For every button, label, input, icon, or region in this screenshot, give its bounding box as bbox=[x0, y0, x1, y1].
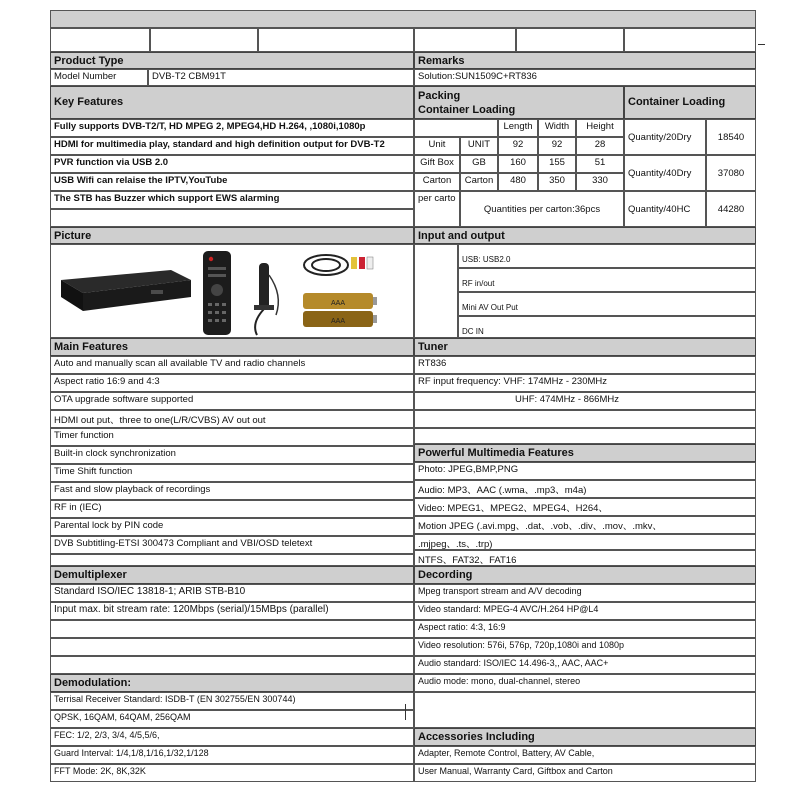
per-carton-label: per carto bbox=[414, 191, 460, 227]
container-qty-label: Quantity/40Dry bbox=[624, 155, 706, 191]
container-qty-label: Quantity/20Dry bbox=[624, 119, 706, 155]
packing-row-name: Unit bbox=[414, 137, 460, 155]
key-feature-item: HDMI for multimedia play, standard and high definition output for DVB-T2 bbox=[50, 137, 414, 155]
accessories-header: Accessories Including bbox=[414, 728, 756, 746]
blank-cell bbox=[50, 638, 414, 656]
cursor-mark bbox=[405, 704, 406, 720]
edge-dash bbox=[758, 44, 765, 45]
key-feature-item: PVR function via USB 2.0 bbox=[50, 155, 414, 173]
remote-control-image bbox=[203, 251, 231, 335]
packing-width: 92 bbox=[538, 137, 576, 155]
main-feature-item: DVB Subtitling-ETSI 300473 Compliant and VBI/OSD teletext bbox=[50, 536, 414, 554]
battery-image bbox=[303, 293, 377, 327]
multimedia-item: NTFS、FAT32、FAT16 bbox=[414, 550, 756, 566]
packing-height: 51 bbox=[576, 155, 624, 173]
tuner-item: RT836 bbox=[414, 356, 756, 374]
packing-length: 160 bbox=[498, 155, 538, 173]
packing-length: 92 bbox=[498, 137, 538, 155]
decoding-item: Aspect ratio: 4:3, 16:9 bbox=[414, 620, 756, 638]
packing-length: 480 bbox=[498, 173, 538, 191]
antenna-image bbox=[254, 263, 278, 335]
packing-label: Packing bbox=[418, 90, 461, 102]
main-feature-item: Time Shift function bbox=[50, 464, 414, 482]
multimedia-item: Photo: JPEG,BMP,PNG bbox=[414, 462, 756, 480]
demux-item: Standard ISO/IEC 13818-1; ARIB STB-B10 bbox=[50, 584, 414, 602]
demod-item: FEC: 1/2, 2/3, 3/4, 4/5,5/6, bbox=[50, 728, 414, 746]
demod-item: Guard Interval: 1/4,1/8,1/16,1/32,1/128 bbox=[50, 746, 414, 764]
main-feature-item: OTA upgrade software supported bbox=[50, 392, 414, 410]
packing-row-code: GB bbox=[460, 155, 498, 173]
io-item: RF in/out bbox=[458, 268, 756, 292]
product-type-header: Product Type bbox=[50, 52, 414, 69]
decoding-item: Audio standard: ISO/IEC 14.496-3,, AAC, AAC+ bbox=[414, 656, 756, 674]
main-feature-item: Parental lock by PIN code bbox=[50, 518, 414, 536]
set-top-box-image bbox=[61, 270, 191, 311]
demodulation-header: Demodulation: bbox=[50, 674, 414, 692]
blank-cell bbox=[258, 28, 414, 52]
demod-item: QPSK, 16QAM, 64QAM, 256QAM bbox=[50, 710, 414, 728]
io-left-col bbox=[414, 244, 458, 338]
multimedia-item: Video: MPEG1、MPEG2、MPEG4、H264、 bbox=[414, 498, 756, 516]
key-feature-item: Fully supports DVB-T2/T, HD MPEG 2, MPEG4,HD H.264, ,1080i,1080p bbox=[50, 119, 414, 137]
container-qty-value: 18540 bbox=[706, 119, 756, 155]
battery-label: AAA bbox=[331, 318, 346, 325]
picture-area bbox=[50, 244, 414, 338]
blank-cell bbox=[50, 28, 150, 52]
remarks-header: Remarks bbox=[414, 52, 756, 69]
blank-cell bbox=[414, 28, 516, 52]
io-item: USB: USB2.0 bbox=[458, 244, 756, 268]
key-features-header: Key Features bbox=[50, 86, 414, 119]
model-number-label: Model Number bbox=[50, 69, 148, 86]
top-banner bbox=[50, 10, 756, 28]
tuner-item: UHF: 474MHz - 866MHz bbox=[414, 392, 756, 410]
multimedia-item: Motion JPEG (.avi.mpg、.dat、.vob、.div、.mov、.mkv、 bbox=[414, 516, 756, 534]
io-item: DC IN bbox=[458, 316, 756, 338]
packing-row-code: UNIT bbox=[460, 137, 498, 155]
blank-cell bbox=[50, 554, 414, 566]
av-cable-image bbox=[304, 255, 373, 275]
container-qty-value: 44280 bbox=[706, 191, 756, 227]
blank-cell bbox=[414, 410, 756, 428]
main-feature-item: Fast and slow playback of recordings bbox=[50, 482, 414, 500]
blank-cell bbox=[414, 428, 756, 444]
blank-cell bbox=[150, 28, 258, 52]
demod-item: Terrisal Receiver Standard: ISDB-T (EN 302755/EN 300744) bbox=[50, 692, 414, 710]
main-feature-item: Aspect ratio 16:9 and 4:3 bbox=[50, 374, 414, 392]
key-feature-item: The STB has Buzzer which support EWS alarming bbox=[50, 191, 414, 209]
packing-row-name: Gift Box bbox=[414, 155, 460, 173]
io-item: Mini AV Out Put bbox=[458, 292, 756, 316]
accessory-item: User Manual, Warranty Card, Giftbox and Carton bbox=[414, 764, 756, 782]
packing-header bbox=[414, 86, 624, 119]
blank-cell bbox=[624, 28, 756, 52]
packing-height: 28 bbox=[576, 137, 624, 155]
tuner-item: RF input frequency: VHF: 174MHz - 230MHz bbox=[414, 374, 756, 392]
blank-cell bbox=[50, 209, 414, 227]
decoding-header: Decording bbox=[414, 566, 756, 584]
main-features-header: Main Features bbox=[50, 338, 414, 356]
packing-row-name: Carton bbox=[414, 173, 460, 191]
main-feature-item: Built-in clock synchronization bbox=[50, 446, 414, 464]
blank-cell bbox=[516, 28, 624, 52]
length-header: Length bbox=[498, 119, 538, 137]
decoding-item: Audio mode: mono, dual-channel, stereo bbox=[414, 674, 756, 692]
key-feature-item: USB Wifi can relaise the IPTV,YouTube bbox=[50, 173, 414, 191]
per-carton-value: Quantities per carton:36pcs bbox=[460, 191, 624, 227]
demod-item: FFT Mode: 2K, 8K,32K bbox=[50, 764, 414, 782]
container-loading-header: Container Loading bbox=[624, 86, 756, 119]
packing-width: 155 bbox=[538, 155, 576, 173]
remarks-value: Solution:SUN1509C+RT836 bbox=[414, 69, 756, 86]
container-qty-value: 37080 bbox=[706, 155, 756, 191]
decoding-item: Video resolution: 576i, 576p, 720p,1080i and 1080p bbox=[414, 638, 756, 656]
battery-label: AAA bbox=[331, 300, 346, 307]
input-output-header: Input and output bbox=[414, 227, 756, 244]
blank-cell bbox=[50, 620, 414, 638]
main-feature-item: RF in (IEC) bbox=[50, 500, 414, 518]
blank-cell bbox=[50, 656, 414, 674]
width-header: Width bbox=[538, 119, 576, 137]
decoding-item: Mpeg transport stream and A/V decoding bbox=[414, 584, 756, 602]
decoding-item: Video standard: MPEG-4 AVC/H.264 HP@L4 bbox=[414, 602, 756, 620]
packing-blank-header bbox=[414, 119, 498, 137]
container-qty-label: Quantity/40HC bbox=[624, 191, 706, 227]
packing-container-label: Container Loading bbox=[418, 104, 516, 116]
tuner-header: Tuner bbox=[414, 338, 756, 356]
accessory-item: Adapter, Remote Control, Battery, AV Cable, bbox=[414, 746, 756, 764]
demultiplexer-header: Demultiplexer bbox=[50, 566, 414, 584]
packing-row-code: Carton bbox=[460, 173, 498, 191]
packing-width: 350 bbox=[538, 173, 576, 191]
product-images bbox=[51, 245, 413, 337]
packing-height: 330 bbox=[576, 173, 624, 191]
multimedia-item: .mjpeg、.ts、.trp) bbox=[414, 534, 756, 550]
multimedia-header: Powerful Multimedia Features bbox=[414, 444, 756, 462]
model-number-value: DVB-T2 CBM91T bbox=[148, 69, 414, 86]
main-feature-item: HDMI out put、three to one(L/R/CVBS) AV out out bbox=[50, 410, 414, 428]
picture-header: Picture bbox=[50, 227, 414, 244]
multimedia-item: Audio: MP3、AAC (.wma、.mp3、m4a) bbox=[414, 480, 756, 498]
demux-item: Input max. bit stream rate: 120Mbps (serial)/15MBps (parallel) bbox=[50, 602, 414, 620]
main-feature-item: Timer function bbox=[50, 428, 414, 446]
height-header: Height bbox=[576, 119, 624, 137]
main-feature-item: Auto and manually scan all available TV and radio channels bbox=[50, 356, 414, 374]
blank-cell bbox=[414, 692, 756, 728]
